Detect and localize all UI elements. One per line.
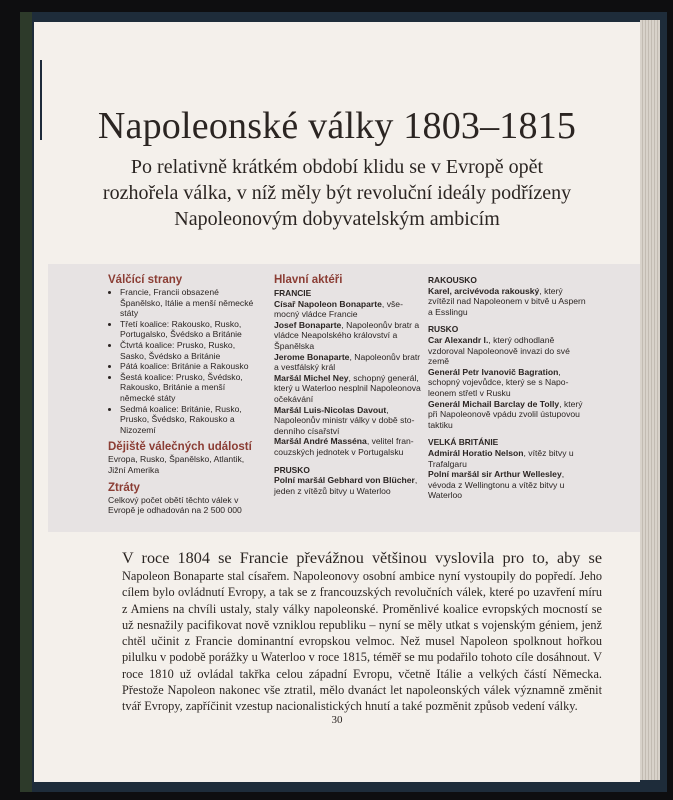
list-item <box>428 399 588 431</box>
list-item: • Pátá koalice: Británie a Rakousko <box>120 361 258 372</box>
person-desc: , Napoleonův bratr a vládce Neapolského království a Španělska <box>274 319 420 351</box>
page-edges <box>640 20 660 780</box>
person-name: Polní maršál Gebhard von Blücher <box>274 475 415 486</box>
list-item <box>274 373 424 405</box>
list-item <box>428 335 588 367</box>
person-name: Generál Michail Barclay de Tolly <box>428 398 560 409</box>
list-item <box>274 475 424 496</box>
binding-marks <box>40 60 45 100</box>
list-item: • Čtvrtá koalice: Prusko, Rusko, Sasko, Švédsko a Británie <box>120 340 258 361</box>
person-desc: , všemocný vládce Francie <box>274 298 403 320</box>
person-desc: , schopný generál, který u Waterloo nesplnil Napoleonova očekávání <box>274 372 421 404</box>
list-item <box>274 320 424 352</box>
list-item <box>274 299 424 320</box>
page-number: 30 <box>331 714 343 726</box>
page-subtitle: Po relativně krátkém období klidu se v Evropě opět rozhořela válka, v níž měly být revoluční ideály podřízeny Napoleonovým dobyvatelským ambicím <box>102 156 572 230</box>
info-column-actors <box>274 274 424 496</box>
losses-text: Celkový počet obětí těchto válek v Evropě je odhadován na 2 500 000 <box>108 494 242 516</box>
person-desc: , vévoda z Wellingtonu a vítěz bitvy u Waterloo <box>428 469 565 501</box>
body-paragraph: Napoleon Bonaparte stal císařem. Napoleonovy osobní ambice nyní vystoupily do popředí. Jeho cílem bylo ovládnutí Evropy, a tak se z francouzských revolučních válek, které po uzavření míru z Amiens na chvíli ustaly, staly války napoleonské. Proměnlivé koalice evropských mocností se už nesnažily pacifikovat nově vzniklou republiku – nyní se měly utkat s vojenským géniem, jenž chtěl učinit z Francie dominantní evropskou velmoc. Než musel Napoleon spolknout hořkou pilulku v podobě porážky u Waterloo v roce 1815, téměř se mu podařilo tohoto cíle dosáhnout. V roce 1810 už ovládal takřka celou západní Evropu, včetně Itálie a velkých částí Německa. Přestože Napoleon nakonec vše ztratil, mělo dvanáct let napoleonských válek významně změnit tvář Evropy, zapříčinit vzestup nacionalistických hnutí a také pozměnit způsob vedení války. <box>122 569 602 714</box>
person-name: Polní maršál sir Arthur Wellesley <box>428 469 562 480</box>
list-item: • Sedmá koalice: Británie, Rusko, Prusko, Švédsko, Rakousko a Nizozemí <box>120 404 258 436</box>
person-desc: , který odhodlaně vzdoroval Napoleonově invazi do své země <box>428 334 570 367</box>
person-desc: , Napoleonův ministr války v době stodenního císařství <box>274 404 415 436</box>
book-page <box>34 22 640 782</box>
page-title: Napoleonské války 1803–1815 <box>97 105 577 147</box>
person-name: Josef Bonaparte <box>274 319 342 330</box>
person-name: Car Alexandr I. <box>428 334 489 345</box>
britain-caption: VELKÁ BRITÁNIE <box>428 437 499 448</box>
list-item <box>428 469 588 501</box>
warring-parties-heading: Válčící strany <box>108 274 183 286</box>
person-desc: , jeden z vítězů bitvy u Waterloo <box>274 475 418 496</box>
main-actors-heading: Hlavní aktéři <box>274 274 343 286</box>
list-item <box>428 367 588 399</box>
list-item <box>428 448 588 469</box>
book-spine <box>20 12 32 792</box>
person-name: Maršál Luis-Nicolas Davout <box>274 404 387 415</box>
person-desc: , Napoleonův bratr a vestfálský král <box>274 351 421 373</box>
person-desc: , který při Napoleonově vpádu zvolil ústupovou taktiku <box>428 398 583 430</box>
info-panel <box>48 264 640 532</box>
list-item <box>428 286 588 318</box>
list-item <box>274 436 424 457</box>
person-name: Maršál André Masséna <box>274 436 367 447</box>
person-name: Jerome Bonaparte <box>274 351 350 362</box>
list-item: • Francie, Francii obsazené Španělsko, Itálie a menší německé státy <box>120 287 258 319</box>
person-desc: , který zvítězil nad Napoleonem v bitvě u Aspern a Esslingu <box>428 285 586 317</box>
list-item <box>274 352 424 373</box>
body-text <box>122 548 602 715</box>
theatre-heading: Dějiště válečných událostí <box>108 441 252 454</box>
theatre-text: Evropa, Rusko, Španělsko, Atlantik, Jižní Amerika <box>108 454 245 475</box>
austria-caption: RAKOUSKO <box>428 275 477 285</box>
losses-heading: Ztráty <box>108 481 140 494</box>
list-item: • Šestá koalice: Prusko, Švédsko, Rakousko, Británie a menší německé státy <box>120 372 258 404</box>
person-name: Maršál Michel Ney <box>274 372 349 383</box>
person-name: Admirál Horatio Nelson <box>428 447 524 458</box>
info-column-sides <box>108 274 258 516</box>
warring-parties-list <box>108 287 258 435</box>
person-desc: , velitel francouzských jednotek v Portugalsku <box>274 436 414 457</box>
person-name: Karel, arcivévoda rakouský <box>428 285 540 296</box>
france-caption: FRANCIE <box>274 288 312 298</box>
russia-caption: RUSKO <box>428 324 459 335</box>
person-name: Generál Petr Ivanovič Bagration <box>428 366 559 377</box>
body-lead: V roce 1804 se Francie převážnou většinou vyslovila pro to, aby se <box>122 549 602 567</box>
person-desc: , vítěz bitvy u Trafalgaru <box>428 447 574 469</box>
person-name: Císař Napoleon Bonaparte <box>274 298 382 309</box>
info-column-allies <box>428 274 588 501</box>
prussia-caption: PRUSKO <box>274 464 310 475</box>
person-desc: , schopný vojevůdce, který se s Napoleonem střetl v Rusku <box>428 366 569 398</box>
list-item: • Třetí koalice: Rakousko, Rusko, Portugalsko, Švédsko a Británie <box>120 319 258 340</box>
list-item <box>274 405 424 437</box>
